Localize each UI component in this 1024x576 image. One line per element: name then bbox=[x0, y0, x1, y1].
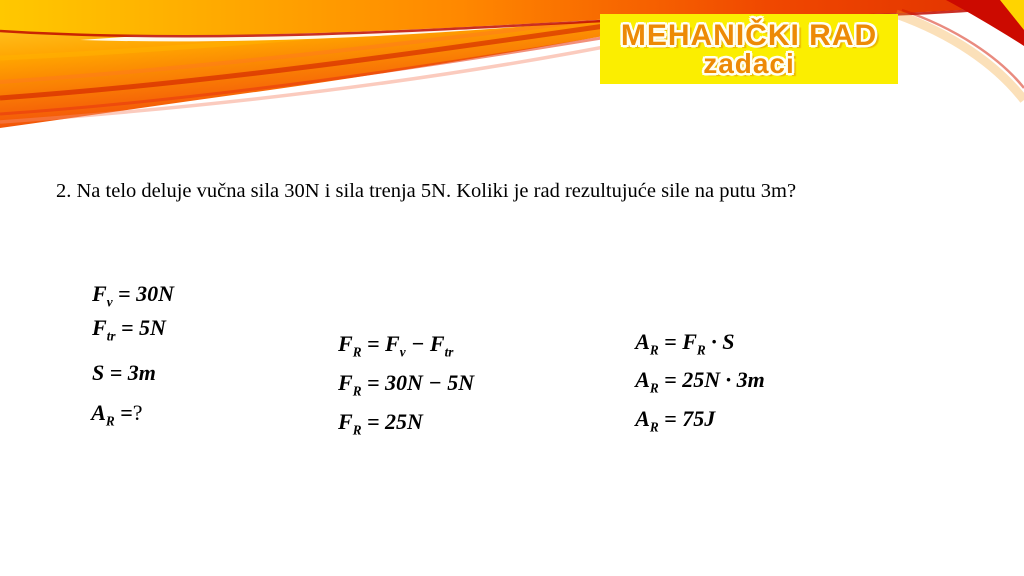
equation-ar-substituted: $A_R = 25N \cdot 3m$ bbox=[635, 367, 765, 396]
equation-fr-substituted: $F_R = 30N - 5N$ bbox=[338, 370, 475, 399]
equation-fr-formula: $F_R = F_v - F_{tr}$ bbox=[338, 331, 454, 360]
equation-ar-unknown: $A_R$ =? bbox=[91, 400, 143, 429]
title-main: MEHANIČKI RAD bbox=[620, 18, 878, 52]
title-subtitle: zadaci bbox=[703, 48, 795, 80]
equation-fv-given: $F_v = 30N$ bbox=[92, 281, 174, 310]
title-box bbox=[600, 14, 898, 84]
problem-text: 2. Na telo deluje vučna sila 30N i sila trenja 5N. Koliki je rad rezultujuće sile na putu 3m? bbox=[56, 180, 797, 202]
equation-ar-formula: $A_R = F_R \cdot S$ bbox=[635, 329, 735, 358]
equation-fr-result: $F_R = 25N$ bbox=[338, 409, 423, 438]
equation-ftr-given: $F_{tr} = 5N$ bbox=[92, 315, 166, 344]
equation-s-given: S = 3m bbox=[92, 360, 156, 385]
equation-ar-result: $A_R = 75J$ bbox=[635, 406, 716, 435]
